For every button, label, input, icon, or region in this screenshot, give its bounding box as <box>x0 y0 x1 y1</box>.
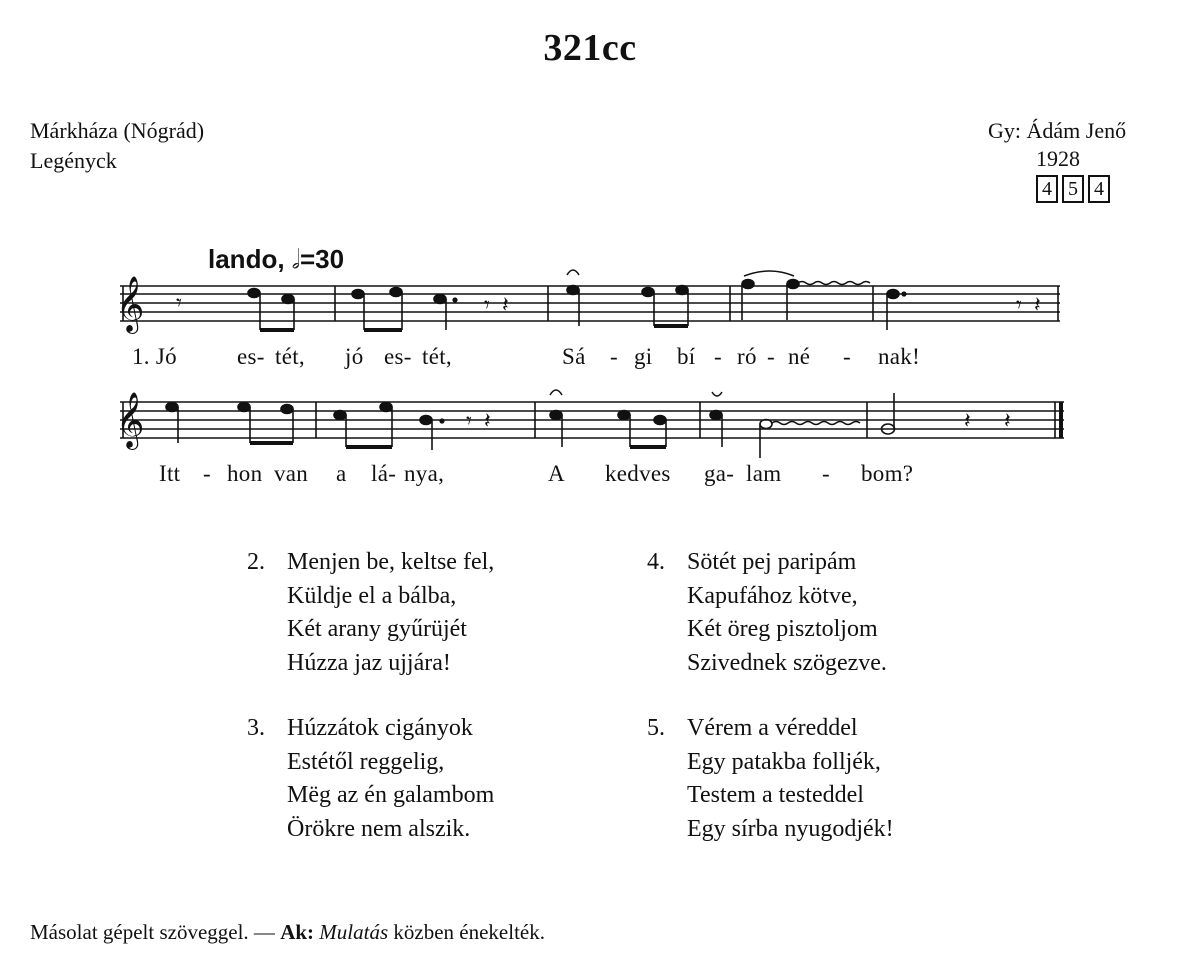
stanza-line: Húzza jaz ujjára! <box>287 649 451 676</box>
footer-italic-word: Mulatás <box>319 920 389 944</box>
footer-text-1: Másolat gépelt szöveggel. — <box>30 920 281 944</box>
stanza-line: Testem a testeddel <box>687 782 864 808</box>
lyric-syllable: ga- <box>704 461 735 486</box>
staff-1-ornaments <box>567 270 870 285</box>
stanza-line: Örökre nem alszik. <box>287 815 471 842</box>
svg-text:𝄾: 𝄾 <box>1016 293 1022 318</box>
stanza-number: 5. <box>647 715 665 741</box>
lyric-syllable: bom? <box>861 461 914 486</box>
lyric-syllable: tét, <box>275 344 305 369</box>
stanza-number: 3. <box>247 715 265 741</box>
page-title: 321cc <box>543 27 637 69</box>
collection-place: Márkháza (Nógrád) <box>30 118 205 143</box>
footer-note <box>30 920 545 945</box>
svg-text:𝄾: 𝄾 <box>176 291 182 316</box>
lyric-syllable: né <box>788 344 811 369</box>
svg-text:𝄽: 𝄽 <box>484 409 491 434</box>
category-number: 4 <box>1036 175 1058 203</box>
lyric-syllable: Itt <box>159 461 181 486</box>
staff-1-rests <box>176 291 1041 318</box>
stanza-line: Egy sírba nyugodjék! <box>687 815 894 842</box>
lyric-syllable: jó <box>345 344 364 369</box>
lyric-syllable: tét, <box>422 344 452 369</box>
stanza-number: 4. <box>647 549 665 575</box>
performer: Legényck <box>30 148 117 173</box>
footer-ak-label: Ak: <box>280 920 315 944</box>
lyric-syllable: ró <box>737 344 757 369</box>
collector: Gy: Ádám Jenő <box>988 118 1127 143</box>
category-number: 5 <box>1062 175 1084 203</box>
lyric-syllable: - <box>822 461 830 486</box>
svg-text:𝄽: 𝄽 <box>1004 409 1011 434</box>
stanza <box>647 546 887 680</box>
lyric-syllable: 1. Jó <box>132 344 177 369</box>
category-number: 4 <box>1088 175 1110 203</box>
stanza-line: Két öreg pisztoljom <box>687 616 878 642</box>
staff-2-rests <box>466 409 1011 434</box>
footer-text-2: közben énekelték. <box>388 920 545 944</box>
lyric-syllable: - <box>610 344 618 369</box>
stanza-line: Húzzátok cigányok <box>287 715 473 741</box>
half-note-icon: 𝅗𝅥 <box>291 245 300 275</box>
collection-year: 1928 <box>1036 146 1080 171</box>
svg-text:𝄾: 𝄾 <box>484 293 490 318</box>
stanza <box>247 712 495 846</box>
treble-clef-icon: 𝄞 <box>116 392 145 448</box>
stanza-line: Egy patakba folljék, <box>687 748 881 775</box>
stanza-line: Estétől reggelig, <box>287 748 445 775</box>
stanza-line: Menjen be, keltse fel, <box>287 549 495 575</box>
stanza <box>247 546 495 680</box>
lyric-syllable: es- <box>384 344 412 369</box>
svg-text:𝄾: 𝄾 <box>466 409 472 434</box>
stanza-line: Sötét pej paripám <box>687 549 857 575</box>
stanza-number: 2. <box>247 549 265 575</box>
stanza-line: Vérem a véreddel <box>687 715 858 741</box>
stanza-line: Kapufához kötve, <box>687 582 858 609</box>
svg-text:𝄽: 𝄽 <box>502 293 509 318</box>
lyric-syllable: es- <box>237 344 265 369</box>
stanza-line: Szivednek szögezve. <box>687 649 887 676</box>
svg-text:𝄽: 𝄽 <box>1034 293 1041 318</box>
lyric-syllable: lam <box>746 461 782 486</box>
lyric-syllable: gi <box>634 344 653 369</box>
stanza-line: Küldje el a bálba, <box>287 582 457 609</box>
svg-text:𝄽: 𝄽 <box>964 409 971 434</box>
staff-1 <box>120 286 1060 321</box>
tempo-word: lando, <box>208 244 285 274</box>
lyric-syllable: Sá <box>562 344 586 369</box>
lyric-syllable: van <box>274 461 309 486</box>
lyric-syllable: a <box>336 461 347 486</box>
staff-1-notes <box>248 280 906 331</box>
lyric-syllable: A <box>548 461 565 486</box>
staff-2 <box>120 402 1064 438</box>
lyric-syllable: - <box>843 344 851 369</box>
stanza-line: Mëg az én galambom <box>287 782 495 808</box>
lyric-syllable: kedves <box>605 461 671 486</box>
tempo-value: =30 <box>300 244 345 274</box>
lyric-syllable: nak! <box>878 344 921 369</box>
lyric-syllable: - <box>714 344 722 369</box>
lyric-syllable: - <box>767 344 775 369</box>
stanza-line: Két arany gyűrüjét <box>287 616 467 642</box>
stanza <box>647 712 894 846</box>
lyric-syllable: hon <box>227 461 263 486</box>
treble-clef-icon: 𝄞 <box>116 276 145 332</box>
lyric-syllable: nya, <box>404 461 445 486</box>
lyric-syllable: lá- <box>371 461 397 486</box>
lyric-syllable: bí <box>677 344 696 369</box>
lyric-syllable: - <box>203 461 211 486</box>
